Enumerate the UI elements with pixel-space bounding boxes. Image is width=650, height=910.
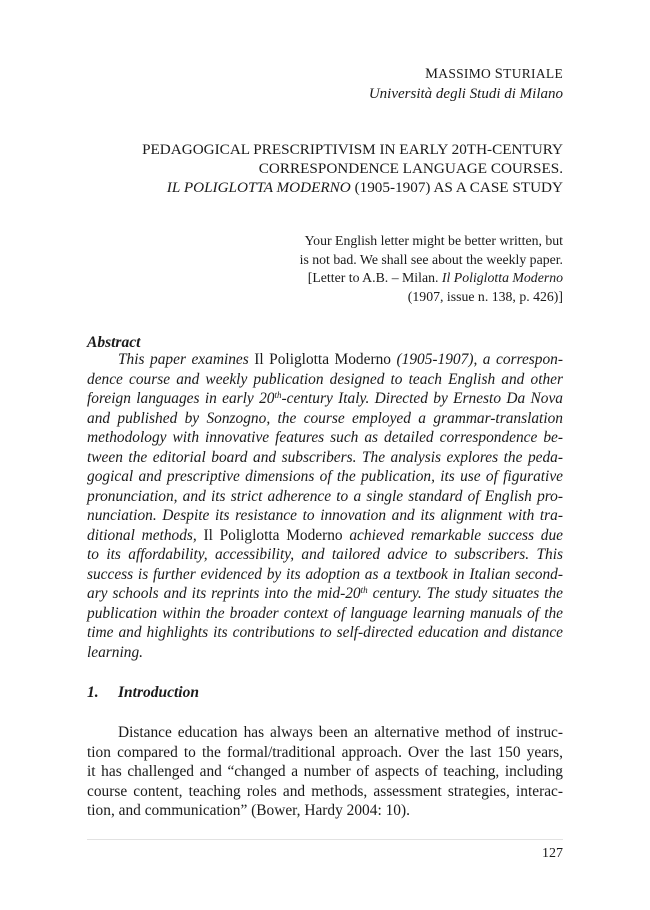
author-affiliation: Università degli Studi di Milano — [368, 86, 563, 102]
epigraph-line: Your English letter might be better written, but — [304, 233, 563, 248]
epigraph-line: [Letter to A.B. – Milan. Il Poliglotta Moderno — [307, 270, 563, 285]
abstract-line: publication within the broader context of language learning manuals of the — [87, 604, 563, 622]
footer-divider — [87, 839, 563, 840]
abstract-line: dence course and weekly publication designed to teach English and other — [87, 370, 563, 388]
abstract-line: methodology with innovative features such as detailed correspondence be- — [87, 429, 563, 446]
body-paragraph — [87, 723, 563, 821]
body-line: course content, teaching roles and methods, assessment strategies, interac- — [87, 782, 563, 800]
epigraph-citation: (1907, issue n. 138, p. 426)] — [407, 288, 563, 304]
title-line: CORRESPONDENCE LANGUAGE COURSES. — [258, 160, 563, 177]
epigraph — [300, 232, 563, 306]
abstract-line: foreign languages in early 20th-century Italy. Directed by Ernesto Da Nova — [87, 390, 563, 407]
abstract-line: to its affordability, accessibility, and tailored advice to subscribers. This — [87, 546, 563, 563]
abstract-line: and published by Sonzogno, the course employed a grammar-translation — [87, 409, 563, 427]
section-heading — [87, 684, 199, 702]
abstract-line: gogical and prescriptive dimensions of the publication, its use of figurative — [87, 468, 563, 485]
article-title — [87, 140, 563, 197]
abstract-line: pronunciation, and its strict adherence to a single standard of English pro- — [87, 487, 563, 505]
body-line: tion, and communication” (Bower, Hardy 2004: 10). — [87, 802, 410, 820]
abstract-line: learning. — [87, 643, 144, 661]
body-line: Distance education has always been an alternative method of instruc- — [118, 724, 563, 741]
abstract-line: This paper examines Il Poliglotta Moderno (1905-1907), a correspon- — [118, 351, 563, 368]
abstract-line: ditional methods, Il Poliglotta Moderno achieved remarkable success due — [87, 526, 563, 544]
body-line: it has challenged and “changed a number of aspects of teaching, including — [87, 763, 563, 781]
abstract-line: success is further evidenced by its adoption as a textbook in Italian second- — [87, 565, 563, 583]
title-line: PEDAGOGICAL PRESCRIPTIVISM IN EARLY 20TH-CENTURY — [142, 141, 563, 158]
abstract-heading: Abstract — [87, 334, 141, 351]
body-line: tion compared to the formal/traditional approach. Over the last 150 years, — [87, 743, 563, 761]
abstract-line: ary schools and its reprints into the mid-20th century. The study situates the — [87, 585, 563, 602]
title-line: IL POLIGLOTTA MODERNO (1905-1907) AS A CASE STUDY — [166, 179, 563, 196]
abstract-line: tween the editorial board and subscribers. The analysis explores the peda- — [87, 448, 563, 466]
abstract-line: nunciation. Despite its resistance to innovation and its alignment with tra- — [87, 507, 563, 524]
abstract-line: time and highlights its contributions to self-directed education and distance — [87, 624, 563, 641]
section-number: 1. — [87, 684, 99, 701]
epigraph-line: is not bad. We shall see about the weekly paper. — [299, 251, 563, 267]
section-title: Introduction — [118, 684, 199, 701]
page-number: 127 — [542, 846, 563, 861]
abstract-text — [87, 350, 563, 662]
author-name: MASSIMO STURIALE — [425, 66, 563, 82]
